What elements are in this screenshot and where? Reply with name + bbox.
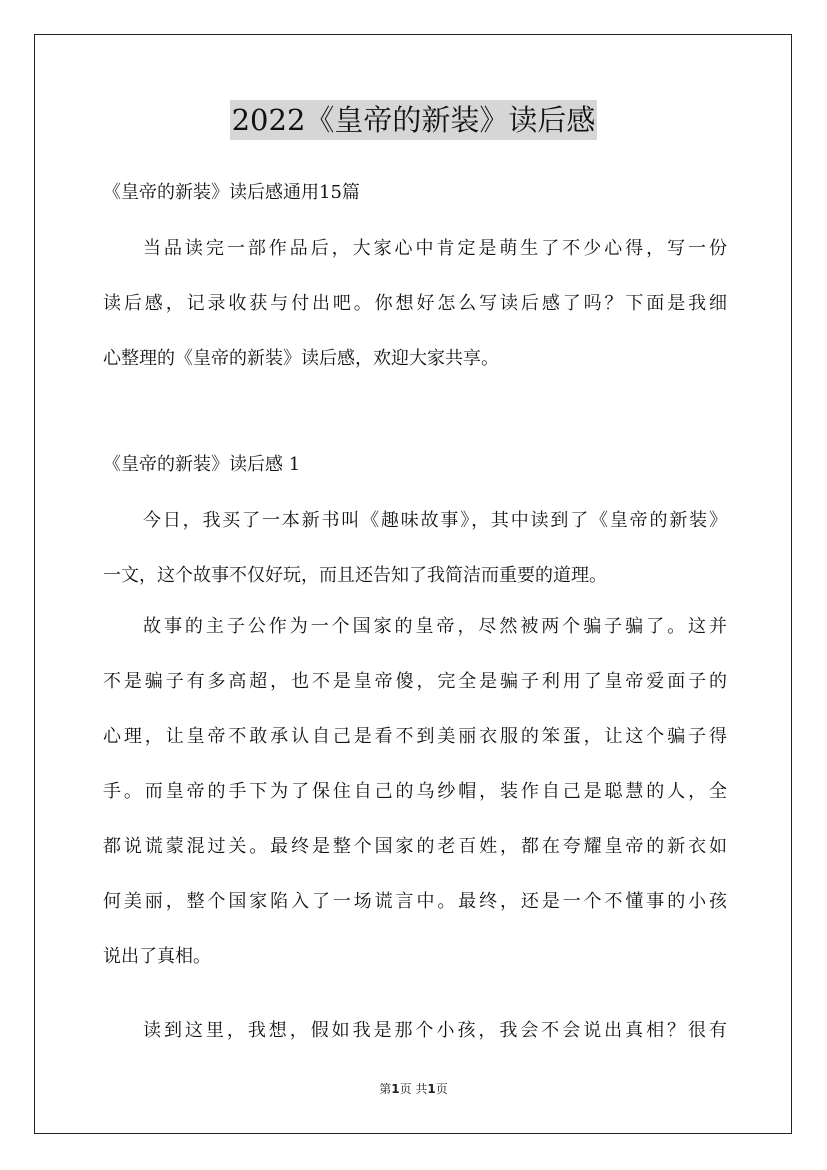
paragraph-3 xyxy=(103,1003,727,1058)
page-footer xyxy=(0,1080,827,1097)
footer-mid: 页 共 xyxy=(399,1082,428,1096)
section-heading: 《皇帝的新装》读后感 1 xyxy=(103,454,301,475)
footer-prefix: 第 xyxy=(379,1082,392,1096)
paragraph-line: 读到这里，我想，假如我是那个小孩，我会不会说出真相？很有 xyxy=(143,1020,727,1041)
footer-page-total: 1 xyxy=(427,1082,436,1096)
document-title: 2022《皇帝的新装》读后感 xyxy=(230,100,598,140)
intro-line: 心整理的《皇帝的新装》读后感，欢迎大家共享。 xyxy=(103,348,499,369)
paragraph-2 xyxy=(103,599,727,984)
footer-page-number: 1 xyxy=(391,1082,400,1096)
intro-line: 读后感，记录收获与付出吧。你想好怎么写读后感了吗？下面是我细 xyxy=(103,293,727,314)
title-container xyxy=(0,100,827,140)
intro-paragraph xyxy=(103,221,727,386)
paragraph-line: 故事的主子公作为一个国家的皇帝，尽然被两个骗子骗了。这并 xyxy=(143,616,727,637)
paragraph-line: 一文，这个故事不仅好玩，而且还告知了我简洁而重要的道理。 xyxy=(103,565,607,586)
document-subtitle: 《皇帝的新装》读后感通用15篇 xyxy=(103,182,360,203)
paragraph-line: 心理，让皇帝不敢承认自己是看不到美丽衣服的笨蛋，让这个骗子得 xyxy=(103,726,727,747)
footer-suffix: 页 xyxy=(435,1082,448,1096)
intro-line: 当品读完一部作品后，大家心中肯定是萌生了不少心得，写一份 xyxy=(143,238,727,259)
paragraph-line: 手。而皇帝的手下为了保住自己的乌纱帽，装作自己是聪慧的人，全 xyxy=(103,781,727,802)
paragraph-line: 今日，我买了一本新书叫《趣味故事》，其中读到了《皇帝的新装》 xyxy=(143,510,727,531)
paragraph-line: 都说谎蒙混过关。最终是整个国家的老百姓，都在夸耀皇帝的新衣如 xyxy=(103,836,727,857)
paragraph-line: 说出了真相。 xyxy=(103,946,211,967)
paragraph-1 xyxy=(103,493,727,603)
paragraph-line: 不是骗子有多高超，也不是皇帝傻，完全是骗子利用了皇帝爱面子的 xyxy=(103,671,727,692)
paragraph-line: 何美丽，整个国家陷入了一场谎言中。最终，还是一个不懂事的小孩 xyxy=(103,891,727,912)
